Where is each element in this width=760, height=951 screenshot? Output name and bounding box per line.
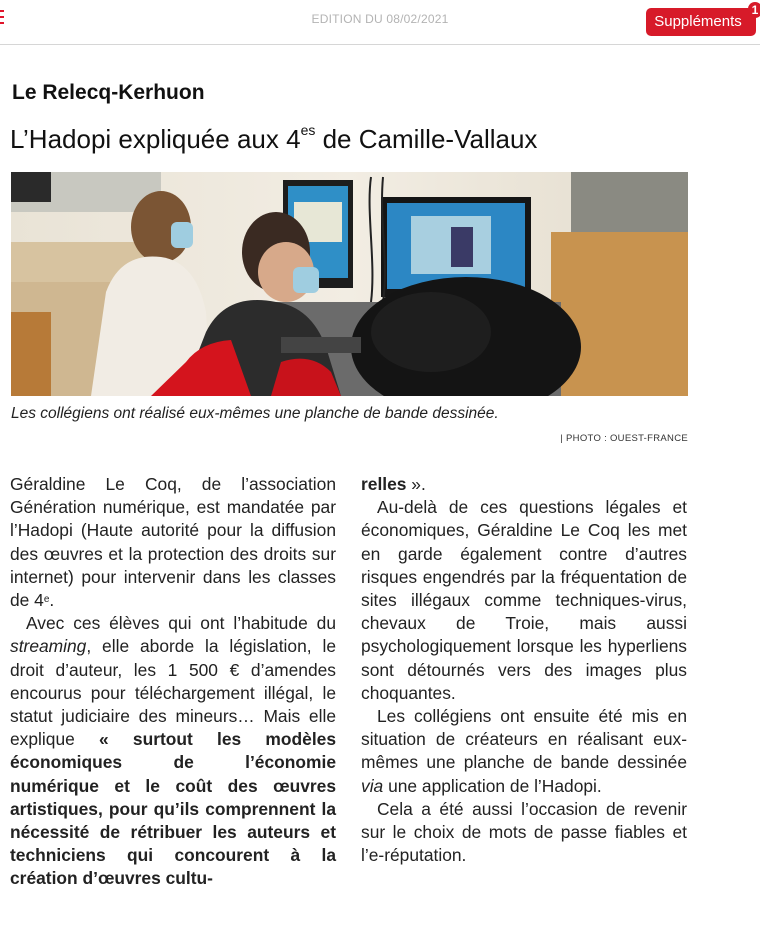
edition-date: EDITION DU 08/02/2021 — [311, 12, 449, 26]
paragraph-2-text-a: Avec ces élèves qui ont l’habitude du — [26, 613, 336, 634]
quote-close: ». — [406, 474, 426, 494]
paragraph-1-superscript: e — [43, 594, 50, 606]
paragraph-4-emphasis: via — [361, 775, 384, 796]
headline-text-end: de Camille-Vallaux — [315, 124, 538, 154]
supplements-button[interactable]: Suppléments — [646, 8, 756, 36]
headline-text: L’Hadopi expliquée aux 4 — [10, 124, 301, 154]
article-headline — [10, 124, 537, 155]
paragraph-2-text-b: , elle aborde la législation, le droit d’auteur, les 1 500 € d’amendes encourus pour téléchargement illégal, le statut judiciaire des mineurs… Mais elle explique — [10, 636, 336, 750]
article-column-2 — [361, 473, 687, 867]
paragraph-4 — [361, 705, 687, 798]
article-photo[interactable] — [11, 172, 688, 396]
top-bar — [0, 0, 760, 45]
photo-caption: Les collégiens ont réalisé eux-mêmes une planche de bande dessinée. — [11, 405, 499, 422]
paragraph-3: Au-delà de ces questions légales et économiques, Géraldine Le Coq les met en garde également contre d’autres risques engendrés par la fréquentation de sites illégaux comme techniques-virus, chevaux de Troie, mais aussi psychologiquement lorsque les hyperliens sont détournés vers des images plus choquantes. — [361, 497, 687, 703]
photo-credit: | PHOTO : OUEST-FRANCE — [560, 433, 688, 444]
paragraph-1 — [10, 473, 336, 612]
classroom-photo-illustration — [11, 172, 688, 396]
quote-continuation — [361, 473, 687, 496]
paragraph-2-quote: « surtout les modèles économiques de l’économie numérique et le coût des œuvres artistiques, pour qu’ils comprennent la nécessité de rétribuer les auteurs et techniciens qui concourent à la création d’œuvres cultu- — [10, 729, 336, 889]
paragraph-4-text-a: Les collégiens ont ensuite été mis en situation de créateurs en réalisant eux-mêmes une planche de bande dessinée — [361, 706, 687, 773]
paragraph-1-end: . — [49, 590, 55, 611]
supplements-count-badge: 1 — [748, 2, 760, 18]
article-section: Le Relecq-Kerhuon — [12, 81, 205, 104]
paragraph-2-emphasis: streaming — [10, 636, 87, 657]
paragraph-1-text: Géraldine Le Coq, de l’association Génération numérique, est mandatée par l’Hadopi (Haute autorité pour la diffusion des œuvres et la protection des droits sur internet) pour intervenir dans les classes de 4 — [10, 474, 336, 611]
quote-end: relles — [361, 474, 407, 494]
paragraph-4-text-b: une application de l’Hadopi. — [383, 775, 602, 796]
article-column-1 — [10, 473, 336, 891]
paragraph-2 — [10, 612, 336, 890]
headline-superscript: es — [300, 122, 316, 138]
paragraph-5: Cela a été aussi l’occasion de revenir sur le choix de mots de passe fiables et l’e-réputation. — [361, 798, 687, 866]
